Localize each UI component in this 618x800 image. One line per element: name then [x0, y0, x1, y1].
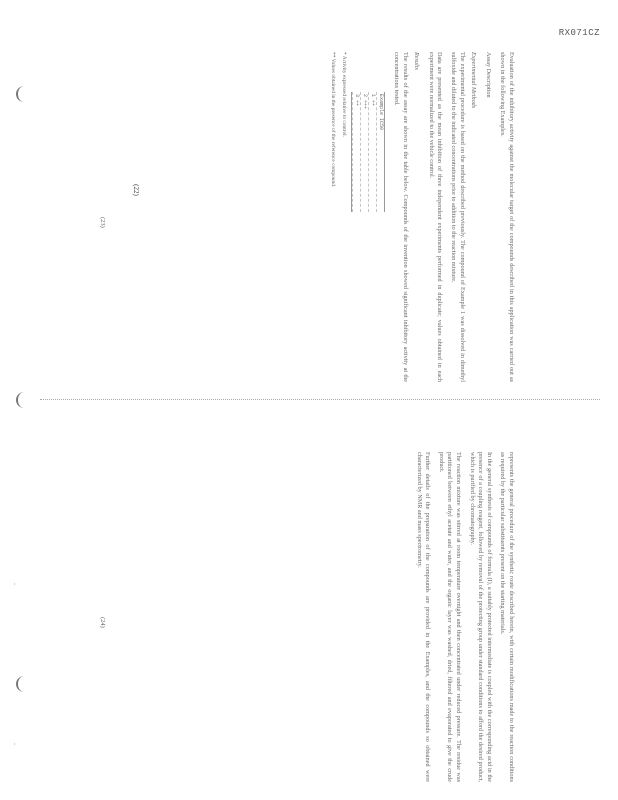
table-row: Example IC50: [376, 92, 384, 212]
paragraph: The experimental procedure is based on the method described previously. The compound of Example 1 was dissolved in dimethyl sulfoxide and diluted to the indicated concentrations prior to addition to the reaction mixture.: [450, 52, 466, 382]
subsection-heading: Results: [413, 52, 421, 70]
table-row: 1 ++: [368, 92, 376, 212]
table-row: 3 ++: [352, 92, 360, 212]
footnote: * Activity expressed relative to control.: [341, 52, 348, 138]
footnote: ** Values obtained in the presence of the reference compound.: [330, 52, 337, 188]
table-row: 2 +++: [360, 92, 368, 212]
margin-mark: ·: [13, 580, 16, 589]
paragraph: represents the general procedure of the synthetic route described herein, with certain modifications made to the reaction conditions as required by the particular substituents present on the starting materials.: [499, 452, 515, 782]
paragraph: In the general synthesis of compounds of formula (I), a suitably protected intermediate is coupled with the corresponding acid in the presence of a coupling reagent, followed by removal of the protecting group under standard conditions to afford the desired product, which is purified by chromatography.: [468, 452, 493, 782]
page-number: (24): [98, 617, 106, 628]
paragraph: The results of the assay are shown in the table below. Compounds of the invention showed significant inhibitory activity at the concentrations tested.: [393, 52, 409, 382]
page-number: (23): [98, 217, 106, 228]
results-table: [351, 92, 385, 212]
margin-mark: ·: [13, 740, 16, 749]
paragraph: Evaluation of the inhibitory activity against the molecular target of the compounds described in this application was carried out as shown in the following Examples.: [499, 52, 515, 382]
page-divider: [40, 399, 600, 400]
page-number: (22): [131, 184, 140, 196]
binding-mark: [16, 86, 30, 102]
lower-text-panel: [95, 452, 515, 782]
paragraph: Data are presented as the mean inhibition of three independent experiments performed in duplicate; values obtained in each experiment were normalized to the vehicle control.: [427, 52, 444, 382]
subsection-heading: Experimental Methods: [470, 52, 478, 109]
paragraph: Further details of the preparation of the compounds are provided in the Examples, and the compounds so obtained were characterized by NMR and mass spectrometry.: [415, 452, 432, 782]
binding-mark: [16, 676, 30, 692]
binding-mark: [16, 392, 30, 408]
paragraph: The reaction mixture was stirred at room temperature overnight and then concentrated under reduced pressure. The residue was partitioned between ethyl acetate and water, and the organic layer was washed, dried, filtered and evaporated to give the crude product.: [437, 452, 463, 782]
upper-text-panel: [95, 52, 515, 382]
document-id: RX071CZ: [558, 28, 600, 38]
section-heading: Assay Description: [484, 52, 492, 98]
